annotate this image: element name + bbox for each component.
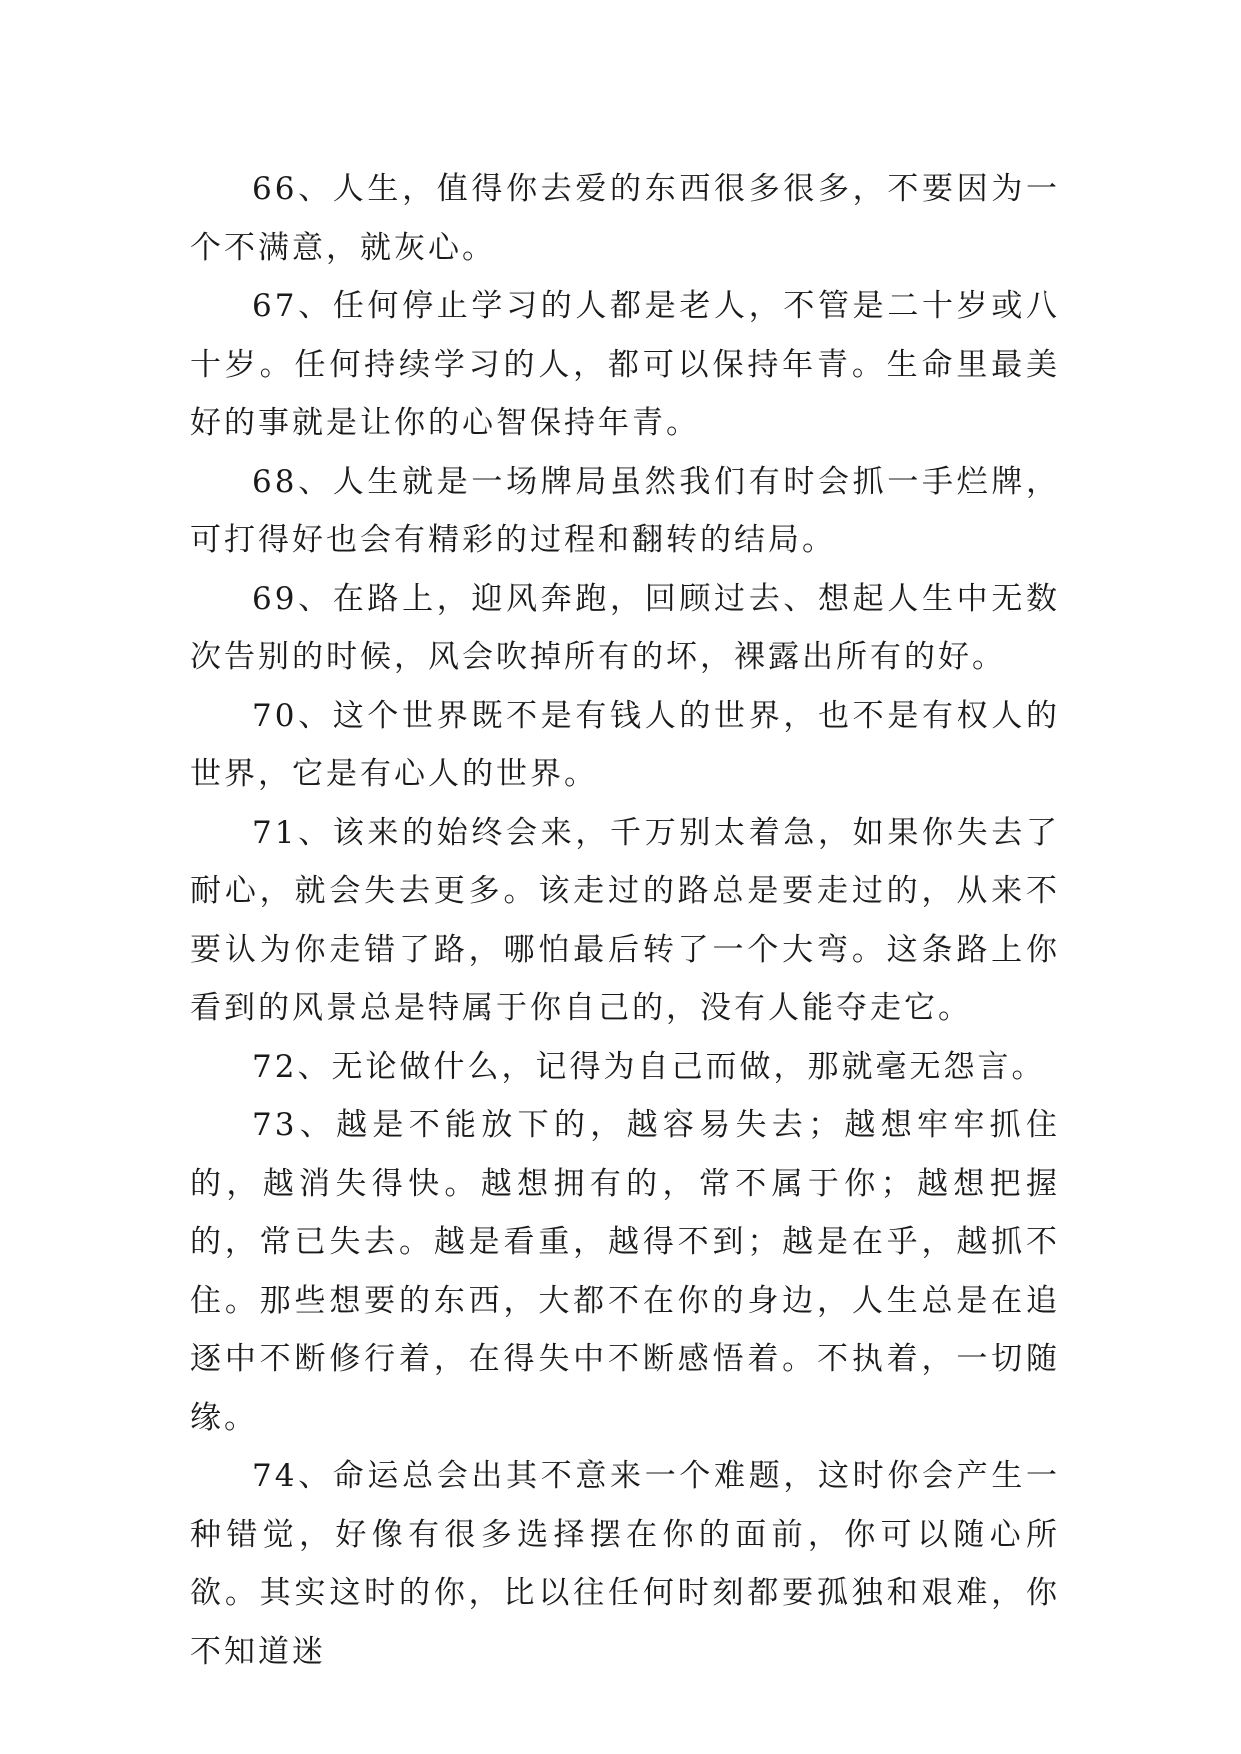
- paragraph-66: 66、人生，值得你去爱的东西很多很多，不要因为一个不满意，就灰心。: [190, 171, 1060, 266]
- paragraph-69: 69、在路上，迎风奔跑，回顾过去、想起人生中无数次告别的时候，风会吹掉所有的坏，裸露出所有的好。: [190, 580, 1060, 675]
- paragraph-68: 68、人生就是一场牌局虽然我们有时会抓一手烂牌，可打得好也会有精彩的过程和翻转的结局。: [190, 463, 1060, 558]
- paragraph-71: 71、该来的始终会来，千万别太着急，如果你失去了耐心，就会失去更多。该走过的路总是要走过的，从来不要认为你走错了路，哪怕最后转了一个大弯。这条路上你看到的风景总是特属于你自己的，没有人能夺走它。: [190, 814, 1060, 1026]
- paragraph-67: 67、任何停止学习的人都是老人，不管是二十岁或八十岁。任何持续学习的人，都可以保持年青。生命里最美好的事就是让你的心智保持年青。: [190, 288, 1060, 441]
- paragraph-70: 70、这个世界既不是有钱人的世界，也不是有权人的世界，它是有心人的世界。: [190, 697, 1060, 792]
- document-body: [190, 160, 1060, 1681]
- paragraph-72: 72、无论做什么，记得为自己而做，那就毫无怨言。: [252, 1048, 1046, 1085]
- paragraph-73: 73、越是不能放下的，越容易失去；越想牢牢抓住的，越消失得快。越想拥有的，常不属于你；越想把握的，常已失去。越是看重，越得不到；越是在乎，越抓不住。那些想要的东西，大都不在你的身边，人生总是在追逐中不断修行着，在得失中不断感悟着。不执着，一切随缘。: [190, 1107, 1060, 1436]
- paragraph-74: 74、命运总会出其不意来一个难题，这时你会产生一种错觉，好像有很多选择摆在你的面前，你可以随心所欲。其实这时的你，比以往任何时刻都要孤独和艰难，你不知道迷: [190, 1458, 1060, 1670]
